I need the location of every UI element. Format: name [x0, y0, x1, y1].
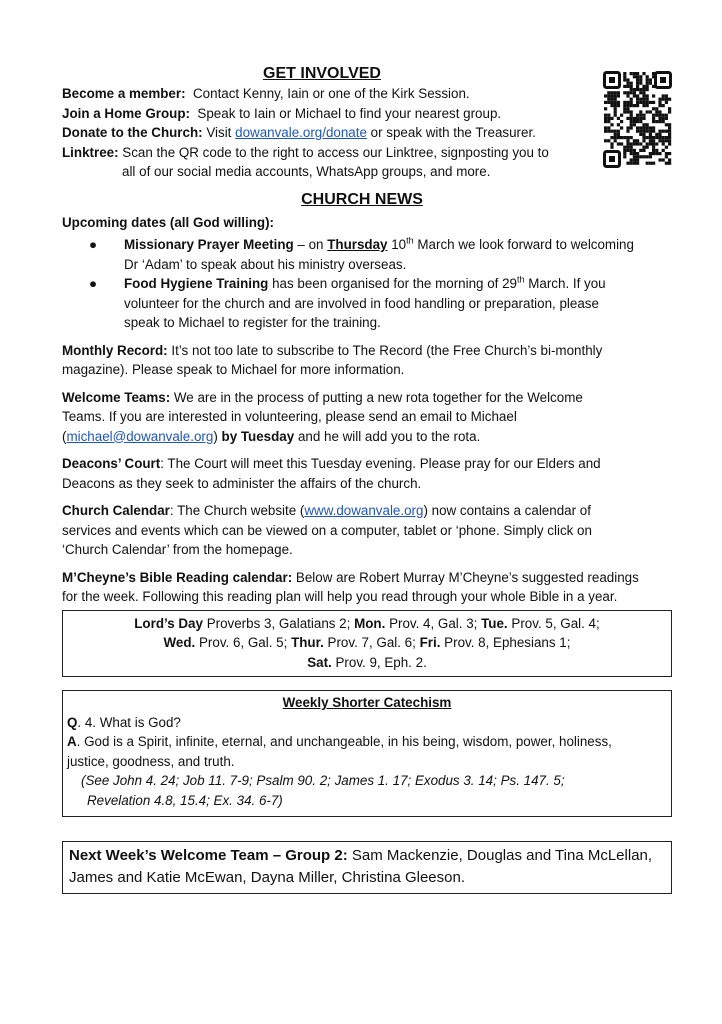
event-text: has been organised for the morning of 29th — [272, 274, 525, 291]
bullet-icon: ● — [89, 237, 98, 252]
day-label: Thur. — [291, 635, 324, 650]
welcome-team-names: Sam Mackenzie, Douglas and Tina McLellan, — [351, 847, 653, 864]
church-calendar-text: ) now contains a calendar of — [423, 503, 591, 518]
newsletter-page — [62, 64, 672, 894]
catechism-question: Q. 4. What is God? — [67, 714, 181, 730]
event-text: March we look forward to welcoming — [417, 237, 634, 252]
become-member-row — [62, 84, 672, 104]
paren: ( — [62, 428, 67, 444]
linktree-text-2: all of our social media accounts, WhatsApp groups, and more. — [122, 164, 491, 179]
monthly-record-text: magazine). Please speak to Michael for more information. — [62, 362, 405, 377]
event-title: Missionary Prayer Meeting — [124, 237, 294, 252]
qr-code-image[interactable] — [602, 70, 673, 169]
bullet-icon: ● — [89, 276, 98, 291]
church-calendar-section — [62, 501, 672, 560]
donate-post: or speak with the Treasurer. — [370, 125, 536, 140]
become-member-label: Become a member: — [62, 86, 186, 101]
church-calendar-text: ‘Church Calendar’ from the homepage. — [62, 542, 293, 557]
church-news-heading: CHURCH NEWS — [301, 190, 423, 208]
welcome-team-label: Next Week’s Welcome Team – Group 2: — [69, 847, 348, 864]
day-reading: Prov. 7, Gal. 6; — [327, 635, 416, 650]
deacons-court-section — [62, 454, 672, 493]
catechism-title: Weekly Shorter Catechism — [282, 695, 452, 710]
deacons-court-text: : The Court will meet this Tuesday evening. Please pray for our Elders and — [160, 456, 601, 471]
church-calendar-label: Church Calendar — [62, 503, 170, 518]
catechism-references-cont: Revelation 4.8, 15.4; Ex. 34. 6-7) — [87, 792, 283, 808]
paren: ) — [213, 428, 218, 444]
list-item — [62, 235, 672, 274]
welcome-teams-section — [62, 388, 672, 447]
welcome-team-box — [62, 841, 672, 894]
home-group-text: Speak to Iain or Michael to find your nearest group. — [197, 105, 502, 121]
day-reading: Prov. 9, Eph. 2. — [335, 654, 427, 670]
home-group-row — [62, 104, 672, 124]
linktree-label: Linktree: — [62, 144, 119, 160]
catechism-box — [62, 690, 672, 817]
reading-plan-box — [62, 610, 672, 678]
donate-row — [62, 123, 672, 143]
upcoming-list — [62, 235, 672, 333]
day-label: Fri. — [419, 635, 441, 650]
bible-reading-section — [62, 568, 672, 607]
day-label: Mon. — [354, 615, 386, 631]
donate-pre: Visit — [206, 125, 232, 140]
become-member-text: Contact Kenny, Iain or one of the Kirk Session. — [193, 86, 470, 101]
day-reading: Prov. 8, Ephesians 1; — [444, 635, 571, 650]
event-text: March. If you — [528, 276, 606, 291]
bible-reading-text: Below are Robert Murray M’Cheyne’s suggested readings — [295, 569, 639, 585]
welcome-teams-text: Teams. If you are interested in volunteering, please send an email to Michael — [62, 409, 517, 424]
home-group-label: Join a Home Group: — [62, 105, 190, 121]
day-reading: Prov. 4, Gal. 3; — [389, 615, 478, 631]
welcome-teams-text: We are in the process of putting a new rota together for the Welcome — [173, 389, 583, 405]
monthly-record-section — [62, 341, 672, 380]
welcome-deadline: by Tuesday — [221, 428, 295, 444]
event-day: Thursday — [327, 237, 388, 252]
donate-label: Donate to the Church: — [62, 125, 203, 140]
day-label: Wed. — [163, 635, 196, 650]
day-label: Lord’s Day — [134, 615, 203, 631]
bible-reading-text: for the week. Following this reading plan will help you read through your whole Bible in a year. — [62, 589, 618, 604]
event-text: Dr ‘Adam’ to speak about his ministry overseas. — [124, 256, 407, 272]
event-text: – on — [297, 237, 324, 252]
welcome-teams-text: and he will add you to the rota. — [297, 428, 481, 444]
list-item — [62, 274, 672, 333]
deacons-court-label: Deacons’ Court — [62, 456, 161, 471]
church-calendar-text: : The Church website ( — [169, 503, 305, 518]
monthly-record-label: Monthly Record: — [62, 342, 168, 358]
day-reading: Prov. 5, Gal. 4; — [511, 615, 600, 631]
website-link[interactable]: www.dowanvale.org — [304, 503, 424, 518]
bible-reading-label: M’Cheyne’s Bible Reading calendar: — [62, 569, 293, 585]
get-involved-heading: GET INVOLVED — [263, 65, 381, 82]
email-link[interactable]: michael@dowanvale.org — [66, 428, 214, 444]
linktree-text-1: Scan the QR code to the right to access our Linktree, signposting you to — [122, 144, 549, 160]
donate-link[interactable]: dowanvale.org/donate — [235, 125, 367, 140]
linktree-row — [62, 143, 672, 163]
welcome-teams-label: Welcome Teams: — [62, 389, 171, 405]
day-label: Tue. — [481, 615, 508, 631]
day-label: Sat. — [307, 654, 332, 670]
event-title: Food Hygiene Training — [124, 276, 269, 291]
day-reading: Prov. 6, Gal. 5; — [199, 635, 288, 650]
catechism-answer: A. God is a Spirit, infinite, eternal, and unchangeable, in his being, wisdom, power, holiness, — [67, 734, 612, 749]
catechism-references: (See John 4. 24; Job 11. 7-9; Psalm 90. 2; James 1. 17; Exodus 3. 14; Ps. 147. 5; — [81, 773, 565, 788]
upcoming-dates-heading: Upcoming dates (all God willing): — [62, 214, 275, 230]
event-text: volunteer for the church and are involved in food handling or preparation, please — [124, 295, 599, 311]
welcome-team-names: James and Katie McEwan, Dayna Miller, Christina Gleeson. — [69, 869, 466, 886]
day-reading: Proverbs 3, Galatians 2; — [206, 615, 351, 631]
event-text: speak to Michael to register for the training. — [124, 315, 381, 330]
monthly-record-text: It’s not too late to subscribe to The Record (the Free Church’s bi-monthly — [171, 342, 603, 358]
event-date: 10th — [391, 235, 414, 252]
deacons-court-text: Deacons as they seek to administer the affairs of the church. — [62, 475, 422, 491]
church-calendar-text: services and events which can be viewed on a computer, tablet or ‘phone. Simply click on — [62, 522, 592, 538]
catechism-answer-cont: justice, goodness, and truth. — [67, 753, 235, 769]
